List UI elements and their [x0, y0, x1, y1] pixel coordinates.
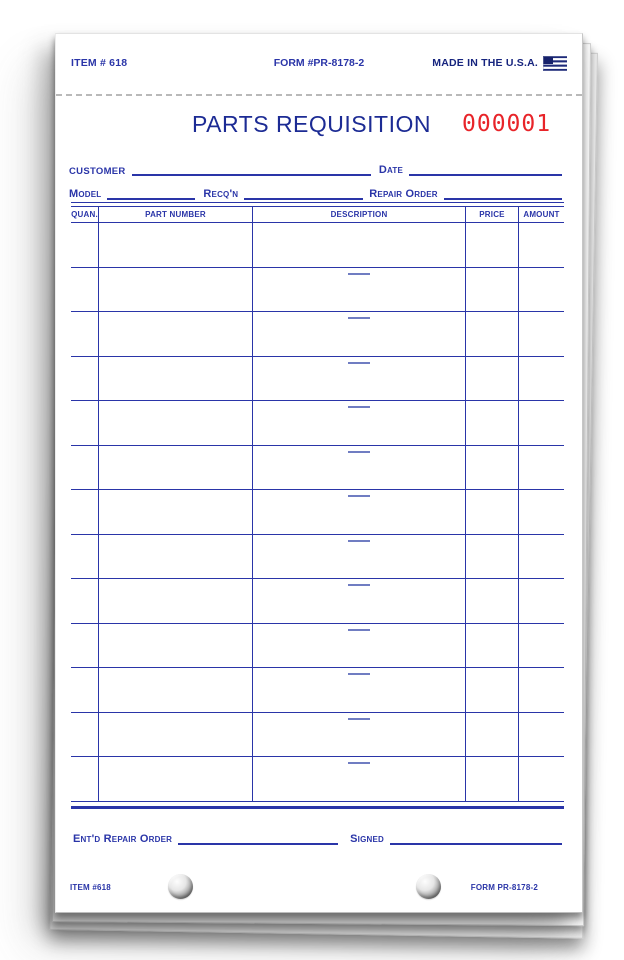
date-write-line: [409, 174, 562, 176]
table-cell: [519, 624, 564, 669]
table-cell: [519, 268, 564, 313]
table-cell: [253, 223, 466, 268]
recqn-write-line: [244, 198, 363, 200]
table-cell: [99, 624, 253, 669]
description-center-dash: [348, 273, 370, 275]
column-header-description: DESCRIPTION: [253, 207, 466, 223]
table-cell: [466, 713, 519, 758]
description-center-dash: [348, 584, 370, 586]
description-center-dash: [348, 540, 370, 542]
table-cell: [99, 401, 253, 446]
perforation-dashed-line: [56, 94, 582, 96]
model-row: [69, 186, 562, 200]
punch-hole-right: [416, 874, 441, 899]
table-row: [71, 579, 564, 624]
description-center-dash: [348, 629, 370, 631]
customer-write-line: [132, 174, 371, 176]
table-cell: [99, 668, 253, 713]
table-cell: [71, 668, 99, 713]
table-cell: [71, 401, 99, 446]
table-row: [71, 357, 564, 402]
table-row: [71, 490, 564, 535]
table-row: [71, 268, 564, 313]
table-cell: [253, 312, 466, 357]
date-label: Date: [378, 164, 403, 176]
table-cell: [519, 401, 564, 446]
table-cell: [253, 757, 466, 802]
description-center-dash: [348, 673, 370, 675]
signed-write-line: [390, 843, 562, 845]
table-cell: [466, 401, 519, 446]
table-cell: [253, 357, 466, 402]
signature-row: [73, 831, 562, 845]
table-cell: [99, 357, 253, 402]
table-cell: [253, 401, 466, 446]
column-header-quan: QUAN.: [71, 207, 99, 223]
table-row: [71, 446, 564, 491]
model-write-line: [107, 198, 195, 200]
us-flag-icon: [543, 56, 567, 71]
table-cell: [99, 757, 253, 802]
table-cell: [71, 268, 99, 313]
column-header-price: PRICE: [466, 207, 519, 223]
table-cell: [253, 668, 466, 713]
table-row: [71, 757, 564, 802]
table-cell: [99, 535, 253, 580]
stub-form-number: FORM #PR-8178-2: [273, 57, 365, 69]
recqn-label: Recq'n: [203, 188, 239, 200]
stub-item-number: ITEM # 618: [71, 57, 128, 69]
title-row: [56, 111, 582, 141]
table-cell: [466, 357, 519, 402]
description-center-dash: [348, 406, 370, 408]
customer-date-row: [69, 162, 562, 176]
table-cell: [253, 579, 466, 624]
table-cell: [519, 535, 564, 580]
table-cell: [466, 446, 519, 491]
table-cell: [519, 357, 564, 402]
table-cell: [253, 535, 466, 580]
description-center-dash: [348, 362, 370, 364]
footer-form-number: FORM PR-8178-2: [470, 883, 538, 892]
table-cell: [71, 312, 99, 357]
signed-label: Signed: [350, 833, 385, 845]
table-cell: [71, 357, 99, 402]
description-center-dash: [348, 451, 370, 453]
table-cell: [99, 268, 253, 313]
table-cell: [71, 579, 99, 624]
form-title: PARTS REQUISITION: [192, 111, 431, 137]
table-row: [71, 624, 564, 669]
table-cell: [519, 446, 564, 491]
table-cell: [466, 579, 519, 624]
table-cell: [71, 223, 99, 268]
column-header-partnumber: PART NUMBER: [99, 207, 253, 223]
repair-order-label: Repair Order: [369, 188, 438, 200]
stub-header: [71, 55, 567, 71]
table-cell: [253, 490, 466, 535]
table-cell: [466, 268, 519, 313]
table-cell: [519, 579, 564, 624]
serial-number: 000001: [462, 111, 552, 137]
table-cell: [99, 223, 253, 268]
description-center-dash: [348, 762, 370, 764]
footer-item-number: ITEM #618: [70, 883, 111, 892]
entd-repair-order-write-line: [178, 843, 338, 845]
table-cell: [253, 446, 466, 491]
parts-table: [71, 207, 564, 802]
table-header-row: [71, 207, 564, 223]
table-row: [71, 223, 564, 268]
table-cell: [71, 446, 99, 491]
table-cell: [71, 535, 99, 580]
table-cell: [99, 312, 253, 357]
description-center-dash: [348, 718, 370, 720]
table-bottom-thick-rule: [71, 806, 564, 809]
description-center-dash: [348, 317, 370, 319]
table-row: [71, 668, 564, 713]
table-cell: [466, 535, 519, 580]
repair-order-write-line: [444, 198, 562, 200]
customer-label: CUSTOMER: [69, 165, 126, 177]
table-cell: [519, 223, 564, 268]
table-cell: [253, 713, 466, 758]
table-cell: [253, 624, 466, 669]
table-cell: [519, 668, 564, 713]
table-cell: [99, 490, 253, 535]
table-row: [71, 312, 564, 357]
made-in-usa-label: MADE IN THE U.S.A.: [432, 57, 538, 69]
parts-requisition-form-sheet: [55, 33, 583, 913]
table-cell: [71, 624, 99, 669]
table-cell: [253, 268, 466, 313]
table-row: [71, 401, 564, 446]
table-cell: [519, 757, 564, 802]
table-cell: [466, 312, 519, 357]
description-center-dash: [348, 495, 370, 497]
table-cell: [466, 757, 519, 802]
table-cell: [519, 312, 564, 357]
table-cell: [519, 713, 564, 758]
table-cell: [466, 490, 519, 535]
table-cell: [466, 223, 519, 268]
table-cell: [71, 490, 99, 535]
table-cell: [99, 579, 253, 624]
table-cell: [71, 713, 99, 758]
table-row: [71, 713, 564, 758]
model-label: Model: [69, 188, 102, 200]
table-cell: [519, 490, 564, 535]
column-header-amount: AMOUNT: [519, 207, 564, 223]
table-row: [71, 535, 564, 580]
made-in-usa: [432, 56, 567, 71]
table-cell: [99, 713, 253, 758]
table-cell: [466, 624, 519, 669]
table-cell: [71, 757, 99, 802]
table-cell: [466, 668, 519, 713]
punch-hole-left: [168, 874, 193, 899]
table-cell: [99, 446, 253, 491]
entd-repair-order-label: Ent'd Repair Order: [73, 833, 173, 845]
